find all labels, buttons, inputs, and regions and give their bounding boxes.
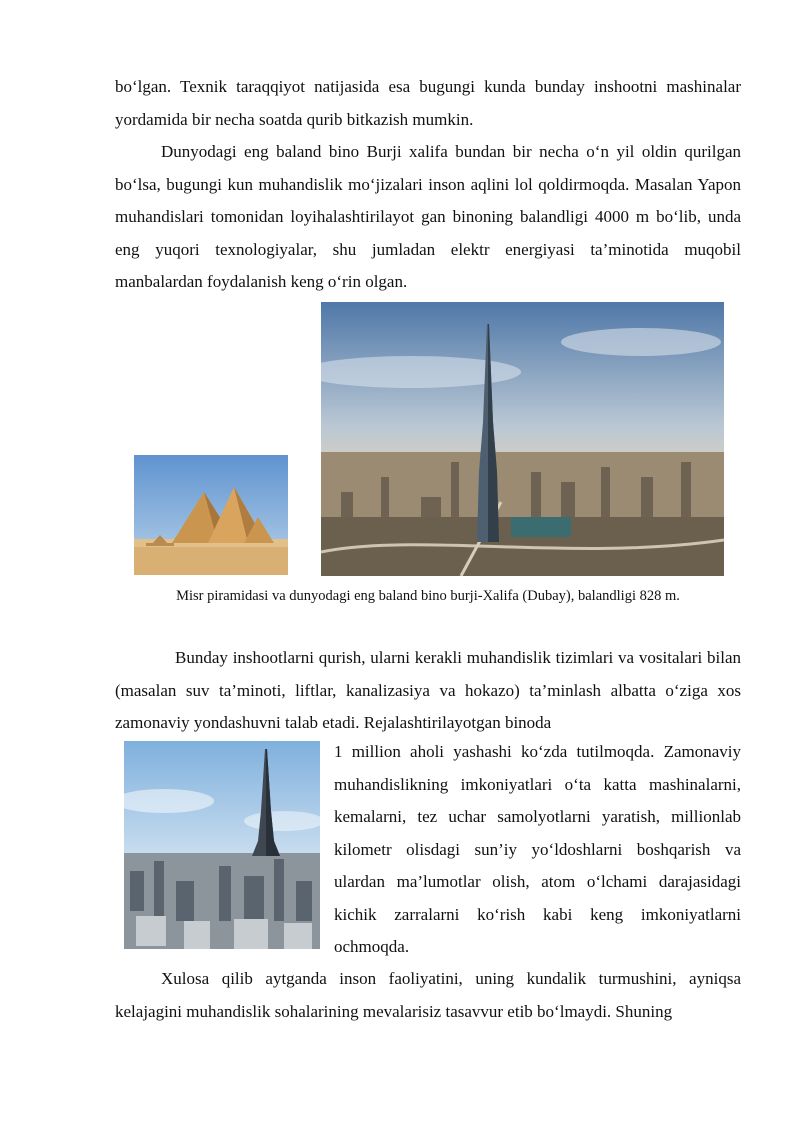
image-caption: Misr piramidasi va dunyodagi eng baland bino burji-Xalifa (Dubay), balandligi 828 m. bbox=[176, 588, 680, 604]
paragraph-infrastructure: Bunday inshootlarni qurish, ularni kerakli muhandislik tizimlari va vositalari bilan (masalan suv ta’minoti, liftlar, kanalizasiya va hokazo) ta’minlash albatta o‘ziga xos zamonaviy yondashuvni talab etadi. Rejalashtirilayotgan binoda bbox=[115, 648, 741, 732]
sky-mile-tower-image bbox=[124, 741, 320, 949]
burj-khalifa-dubai-image bbox=[321, 302, 724, 576]
paragraph-burj-khalifa: Dunyodagi eng baland bino Burji xalifa bundan bir necha o‘n yil oldin qurilgan bo‘lsa, bugungi kun muhandislik mo‘jizalari inson aqlini lol qoldirmoqda. Masalan Yapon muhandislari tomonidan loyihalashtirilayot gan binoning balandligi 4000 m bo‘lib, unda eng yuqori texnologiyalar, shu jumladan elektr energiyasi ta’minotida muqobil manbalardan foydalanish keng o‘rin olgan. bbox=[115, 142, 741, 291]
paragraph-intro-continuation: bo‘lgan. Texnik taraqqiyot natijasida esa bugungi kunda bunday inshootni mashinalar yordamida bir necha soatda qurib bitkazish mumkin. bbox=[115, 77, 741, 129]
paragraph-modern-engineering: 1 million aholi yashashi ko‘zda tutilmoqda. Zamonaviy muhandislikning imkoniyatlari o‘ta katta mashinalarni, kemalarni, tez uchar samolyotlarni yaratish, millionlab kilometr olisdagi sun’iy yo‘ldoshlarni boshqarish va ulardan ma’lumotlar olish, atom o‘lchami darajasidagi kichik zarralarni ko‘rish kabi keng imkoniyatlarni ochmoqda. bbox=[334, 742, 741, 956]
pyramids-image bbox=[134, 455, 288, 575]
paragraph-conclusion: Xulosa qilib aytganda inson faoliyatini, uning kundalik turmushini, ayniqsa kelajagini muhandislik sohalarining mevalarisiz tasavvur etib bo‘lmaydi. Shuning bbox=[115, 969, 741, 1021]
